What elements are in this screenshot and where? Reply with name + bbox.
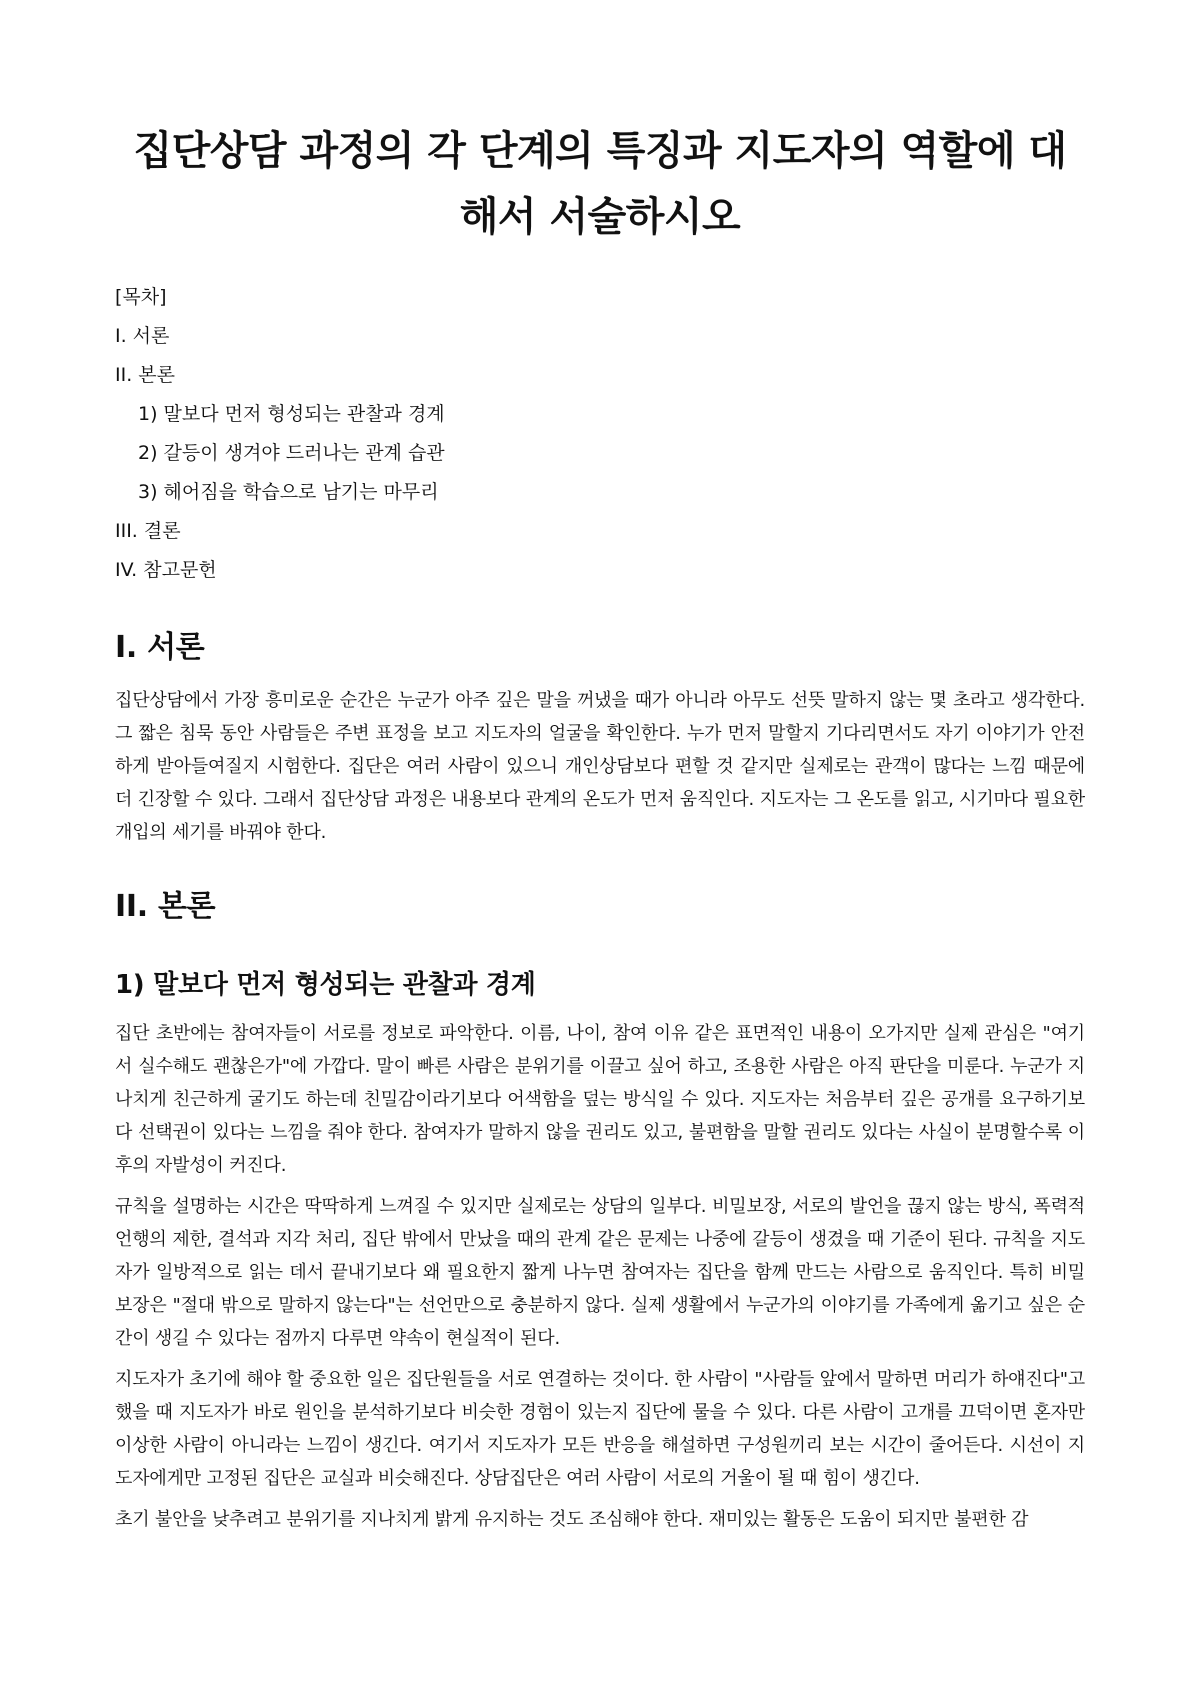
section-1-paragraph: 집단 초반에는 참여자들이 서로를 정보로 파악한다. 이름, 나이, 참여 이유 같은 표면적인 내용이 오가지만 실제 관심은 "여기서 실수해도 괜찮은가"에 가깝다. 말이 빠른 사람은 분위기를 이끌고 싶어 하고, 조용한 사람은 아직 판단을 미룬다. 누군가 지나치게 친근하게 굴기도 하는데 친밀감이라기보다 어색함을 덮는 방식일 수 있다. 지도자는 처음부터 깊은 공개를 요구하기보다 선택권이 있다는 느낌을 줘야 한다. 참여자가 말하지 않을 권리도 있고, 불편함을 말할 권리도 있다는 사실이 분명할수록 이후의 자발성이 커진다. xyxy=(115,1023,1085,1176)
toc-item-body: II. 본론 xyxy=(115,364,175,386)
toc-item-conclusion: III. 결론 xyxy=(115,520,181,542)
intro-heading: I. 서론 xyxy=(115,630,205,665)
toc-item-references: IV. 참고문헌 xyxy=(115,559,217,581)
intro-paragraph: 집단상담에서 가장 흥미로운 순간은 누군가 아주 깊은 말을 꺼냈을 때가 아니라 아무도 선뜻 말하지 않는 몇 초라고 생각한다. 그 짧은 침묵 동안 사람들은 주변 표정을 보고 지도자의 얼굴을 확인한다. 누가 먼저 말할지 기다리면서도 자기 이야기가 안전하게 받아들여질지 시험한다. 집단은 여러 사람이 있으니 개인상담보다 편할 것 같지만 실제로는 관객이 많다는 느낌 때문에 더 긴장할 수 있다. 그래서 집단상담 과정은 내용보다 관계의 온도가 먼저 움직인다. 지도자는 그 온도를 읽고, 시기마다 필요한 개입의 세기를 바꿔야 한다. xyxy=(115,690,1085,843)
toc-item-body-section-2: 2) 갈등이 생겨야 드러나는 관계 습관 xyxy=(138,442,445,464)
document-title: 집단상담 과정의 각 단계의 특징과 지도자의 역할에 대해서 서술하시오 xyxy=(133,128,1067,240)
section-1-heading: 1) 말보다 먼저 형성되는 관찰과 경계 xyxy=(115,970,536,1000)
section-1-paragraph: 규칙을 설명하는 시간은 딱딱하게 느껴질 수 있지만 실제로는 상담의 일부다. 비밀보장, 서로의 발언을 끊지 않는 방식, 폭력적 언행의 제한, 결석과 지각 처리, 집단 밖에서 만났을 때의 관계 같은 문제는 나중에 갈등이 생겼을 때 기준이 된다. 규칙을 지도자가 일방적으로 읽는 데서 끝내기보다 왜 필요한지 짧게 나누면 참여자는 집단을 함께 만드는 사람으로 움직인다. 특히 비밀보장은 "절대 밖으로 말하지 않는다"는 선언만으로 충분하지 않다. 실제 생활에서 누군가의 이야기를 가족에게 옮기고 싶은 순간이 생길 수 있다는 점까지 다루면 약속이 현실적이 된다. xyxy=(115,1196,1085,1349)
table-of-contents xyxy=(115,278,1085,590)
toc-item-intro: I. 서론 xyxy=(115,325,170,347)
toc-item-body-section-1: 1) 말보다 먼저 형성되는 관찰과 경계 xyxy=(138,403,445,425)
toc-heading: [목차] xyxy=(115,286,167,308)
body-heading: II. 본론 xyxy=(115,889,216,924)
document-page xyxy=(115,0,1085,1544)
section-1-paragraph: 초기 불안을 낮추려고 분위기를 지나치게 밝게 유지하는 것도 조심해야 한다. 재미있는 활동은 도움이 되지만 불편한 감 xyxy=(115,1509,1029,1530)
section-1-paragraph: 지도자가 초기에 해야 할 중요한 일은 집단원들을 서로 연결하는 것이다. 한 사람이 "사람들 앞에서 말하면 머리가 하얘진다"고 했을 때 지도자가 바로 원인을 분석하기보다 비슷한 경험이 있는지 집단에 물을 수 있다. 다른 사람이 고개를 끄덕이면 혼자만 이상한 사람이 아니라는 느낌이 생긴다. 여기서 지도자가 모든 반응을 해설하면 구성원끼리 보는 시간이 줄어든다. 시선이 지도자에게만 고정된 집단은 교실과 비슷해진다. 상담집단은 여러 사람이 서로의 거울이 될 때 힘이 생긴다. xyxy=(115,1369,1085,1489)
toc-item-body-section-3: 3) 헤어짐을 학습으로 남기는 마무리 xyxy=(138,481,439,503)
